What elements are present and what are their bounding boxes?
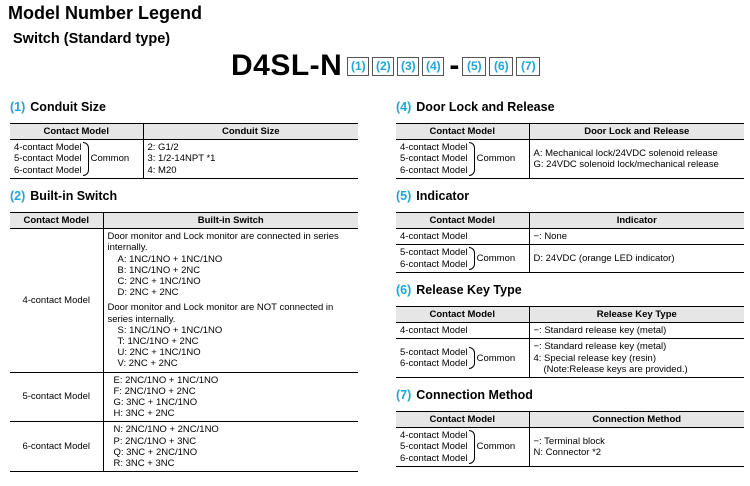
option-value: R: 3NC + 3NC [113, 458, 175, 470]
section-number: (4) [396, 100, 412, 114]
section-title: Indicator [416, 189, 470, 203]
section-conduit-size [10, 100, 106, 114]
option-value: A: Mechanical lock/24VDC solenoid release [533, 147, 718, 159]
option-value: U: 2NC + 1NC/1NO [117, 347, 201, 359]
description-line: Door monitor and Lock monitor are NOT connected in [107, 302, 334, 314]
section-number: (5) [396, 189, 412, 203]
contact-model: 4-contact Model [396, 229, 529, 245]
conduit-size-table [10, 123, 358, 179]
contact-model-group [400, 347, 525, 369]
brace [469, 247, 475, 269]
model-box-6: (6) [489, 57, 513, 76]
section-number: (2) [10, 189, 26, 203]
brace [469, 347, 475, 369]
contact-model: 6-contact Model [14, 164, 82, 176]
model-box-7: (7) [516, 57, 540, 76]
indicator-table [396, 212, 744, 273]
contact-model: 4-contact Model [400, 142, 468, 154]
model-box-5: (5) [462, 57, 486, 76]
contact-model-group [14, 142, 139, 176]
option-value: F: 2NC/1NO + 2NC [113, 385, 196, 397]
section-connection-method [396, 388, 533, 402]
description-line: series internally. [107, 313, 176, 325]
option-value: A: 1NC/1NO + 1NC/1NO [117, 253, 223, 265]
model-base: D4SL-N [231, 49, 343, 82]
col-header: Door Lock and Release [529, 124, 744, 140]
model-dash: - [449, 49, 460, 82]
door-lock-release-table [396, 123, 744, 179]
contact-model: 5-contact Model [400, 247, 468, 259]
built-in-switch-table [10, 212, 358, 472]
brace [469, 430, 475, 464]
common-label: Common [476, 253, 516, 264]
option-value: D: 24VDC (orange LED indicator) [529, 245, 744, 272]
option-value: 4: Special release key (resin) [533, 352, 656, 364]
section-number: (7) [396, 388, 412, 402]
contact-model-group [400, 247, 525, 269]
section-number: (6) [396, 283, 412, 297]
option-value: 2: G1/2 [147, 142, 179, 154]
description-line: internally. [107, 242, 148, 254]
col-header: Contact Model [396, 412, 529, 428]
option-value: N: 2NC/1NO + 2NC/1NO [113, 424, 219, 436]
contact-model: 6-contact Model [400, 258, 468, 270]
col-header: Conduit Size [143, 124, 358, 140]
option-value: H: 3NC + 2NC [113, 408, 175, 420]
contact-model: 5-contact Model [14, 153, 82, 165]
common-label: Common [476, 352, 516, 364]
contact-model: 5-contact Model [400, 347, 468, 358]
section-built-in-switch [10, 189, 117, 203]
col-header: Built-in Switch [103, 213, 358, 229]
contact-model-group [400, 142, 525, 176]
contact-model: 6-contact Model [400, 358, 468, 370]
contact-model: 6-contact Model [10, 422, 103, 472]
option-value: V: 2NC + 2NC [117, 358, 178, 370]
release-key-type-table [396, 306, 744, 378]
model-box-2: (2) [372, 57, 394, 76]
option-value: −: Terminal block [533, 435, 605, 447]
col-header: Contact Model [10, 124, 143, 140]
option-value: 4: M20 [147, 164, 177, 176]
option-value: T: 1NC/1NO + 2NC [117, 336, 199, 348]
option-note: (Note:Release keys are provided.) [543, 363, 688, 375]
model-number-diagram [231, 48, 543, 84]
section-door-lock-release [396, 100, 555, 114]
option-value: G: 24VDC solenoid lock/mechanical release [533, 159, 719, 170]
option-value: N: Connector *2 [533, 447, 602, 458]
model-box-1: (1) [347, 57, 369, 76]
option-value: P: 2NC/1NO + 3NC [113, 435, 197, 447]
model-box-4: (4) [422, 57, 444, 76]
option-value: Q: 3NC + 2NC/1NO [113, 446, 198, 458]
section-title: Door Lock and Release [416, 100, 555, 114]
option-value: −: Standard release key (metal) [529, 323, 744, 339]
common-label: Common [476, 441, 516, 453]
common-label: Common [90, 153, 130, 165]
section-indicator [396, 189, 469, 203]
col-header: Connection Method [529, 412, 744, 428]
section-release-key-type [396, 283, 522, 297]
connection-method-table [396, 411, 744, 467]
section-title: Conduit Size [30, 100, 106, 114]
contact-model: 4-contact Model [400, 430, 468, 442]
page-subtitle: Switch (Standard type) [13, 31, 171, 47]
contact-model: 4-contact Model [14, 142, 82, 154]
section-title: Built-in Switch [30, 189, 118, 203]
common-label: Common [476, 153, 516, 165]
brace [469, 142, 475, 176]
option-value: −: None [529, 229, 744, 245]
contact-model: 5-contact Model [400, 441, 468, 453]
option-value: S: 1NC/1NO + 1NC/1NO [117, 324, 223, 336]
contact-model-group [400, 430, 525, 464]
brace [83, 142, 89, 176]
option-value: D: 2NC + 2NC [117, 287, 179, 299]
model-box-3: (3) [397, 57, 419, 76]
section-title: Release Key Type [416, 283, 522, 297]
section-title: Connection Method [416, 388, 533, 402]
contact-model: 6-contact Model [400, 164, 468, 176]
col-header: Contact Model [396, 124, 529, 140]
col-header: Contact Model [396, 213, 529, 229]
contact-model: 4-contact Model [396, 323, 529, 339]
option-value: B: 1NC/1NO + 2NC [117, 264, 201, 276]
description-line: Door monitor and Lock monitor are connected in series [107, 231, 339, 243]
col-header: Indicator [529, 213, 744, 229]
option-value: E: 2NC/1NO + 1NC/1NO [113, 374, 219, 386]
option-value: C: 2NC + 1NC/1NO [117, 276, 201, 288]
col-header: Release Key Type [529, 307, 744, 323]
option-value: 3: 1/2-14NPT *1 [147, 153, 216, 165]
page-title: Model Number Legend [8, 3, 203, 23]
option-value: G: 3NC + 1NC/1NO [113, 397, 198, 409]
contact-model: 6-contact Model [400, 452, 468, 464]
section-number: (1) [10, 100, 26, 114]
contact-model: 5-contact Model [400, 153, 468, 165]
contact-model: 5-contact Model [10, 372, 103, 422]
contact-model: 4-contact Model [10, 229, 103, 372]
col-header: Contact Model [396, 307, 529, 323]
col-header: Contact Model [10, 213, 103, 229]
option-value: −: Standard release key (metal) [533, 341, 667, 353]
